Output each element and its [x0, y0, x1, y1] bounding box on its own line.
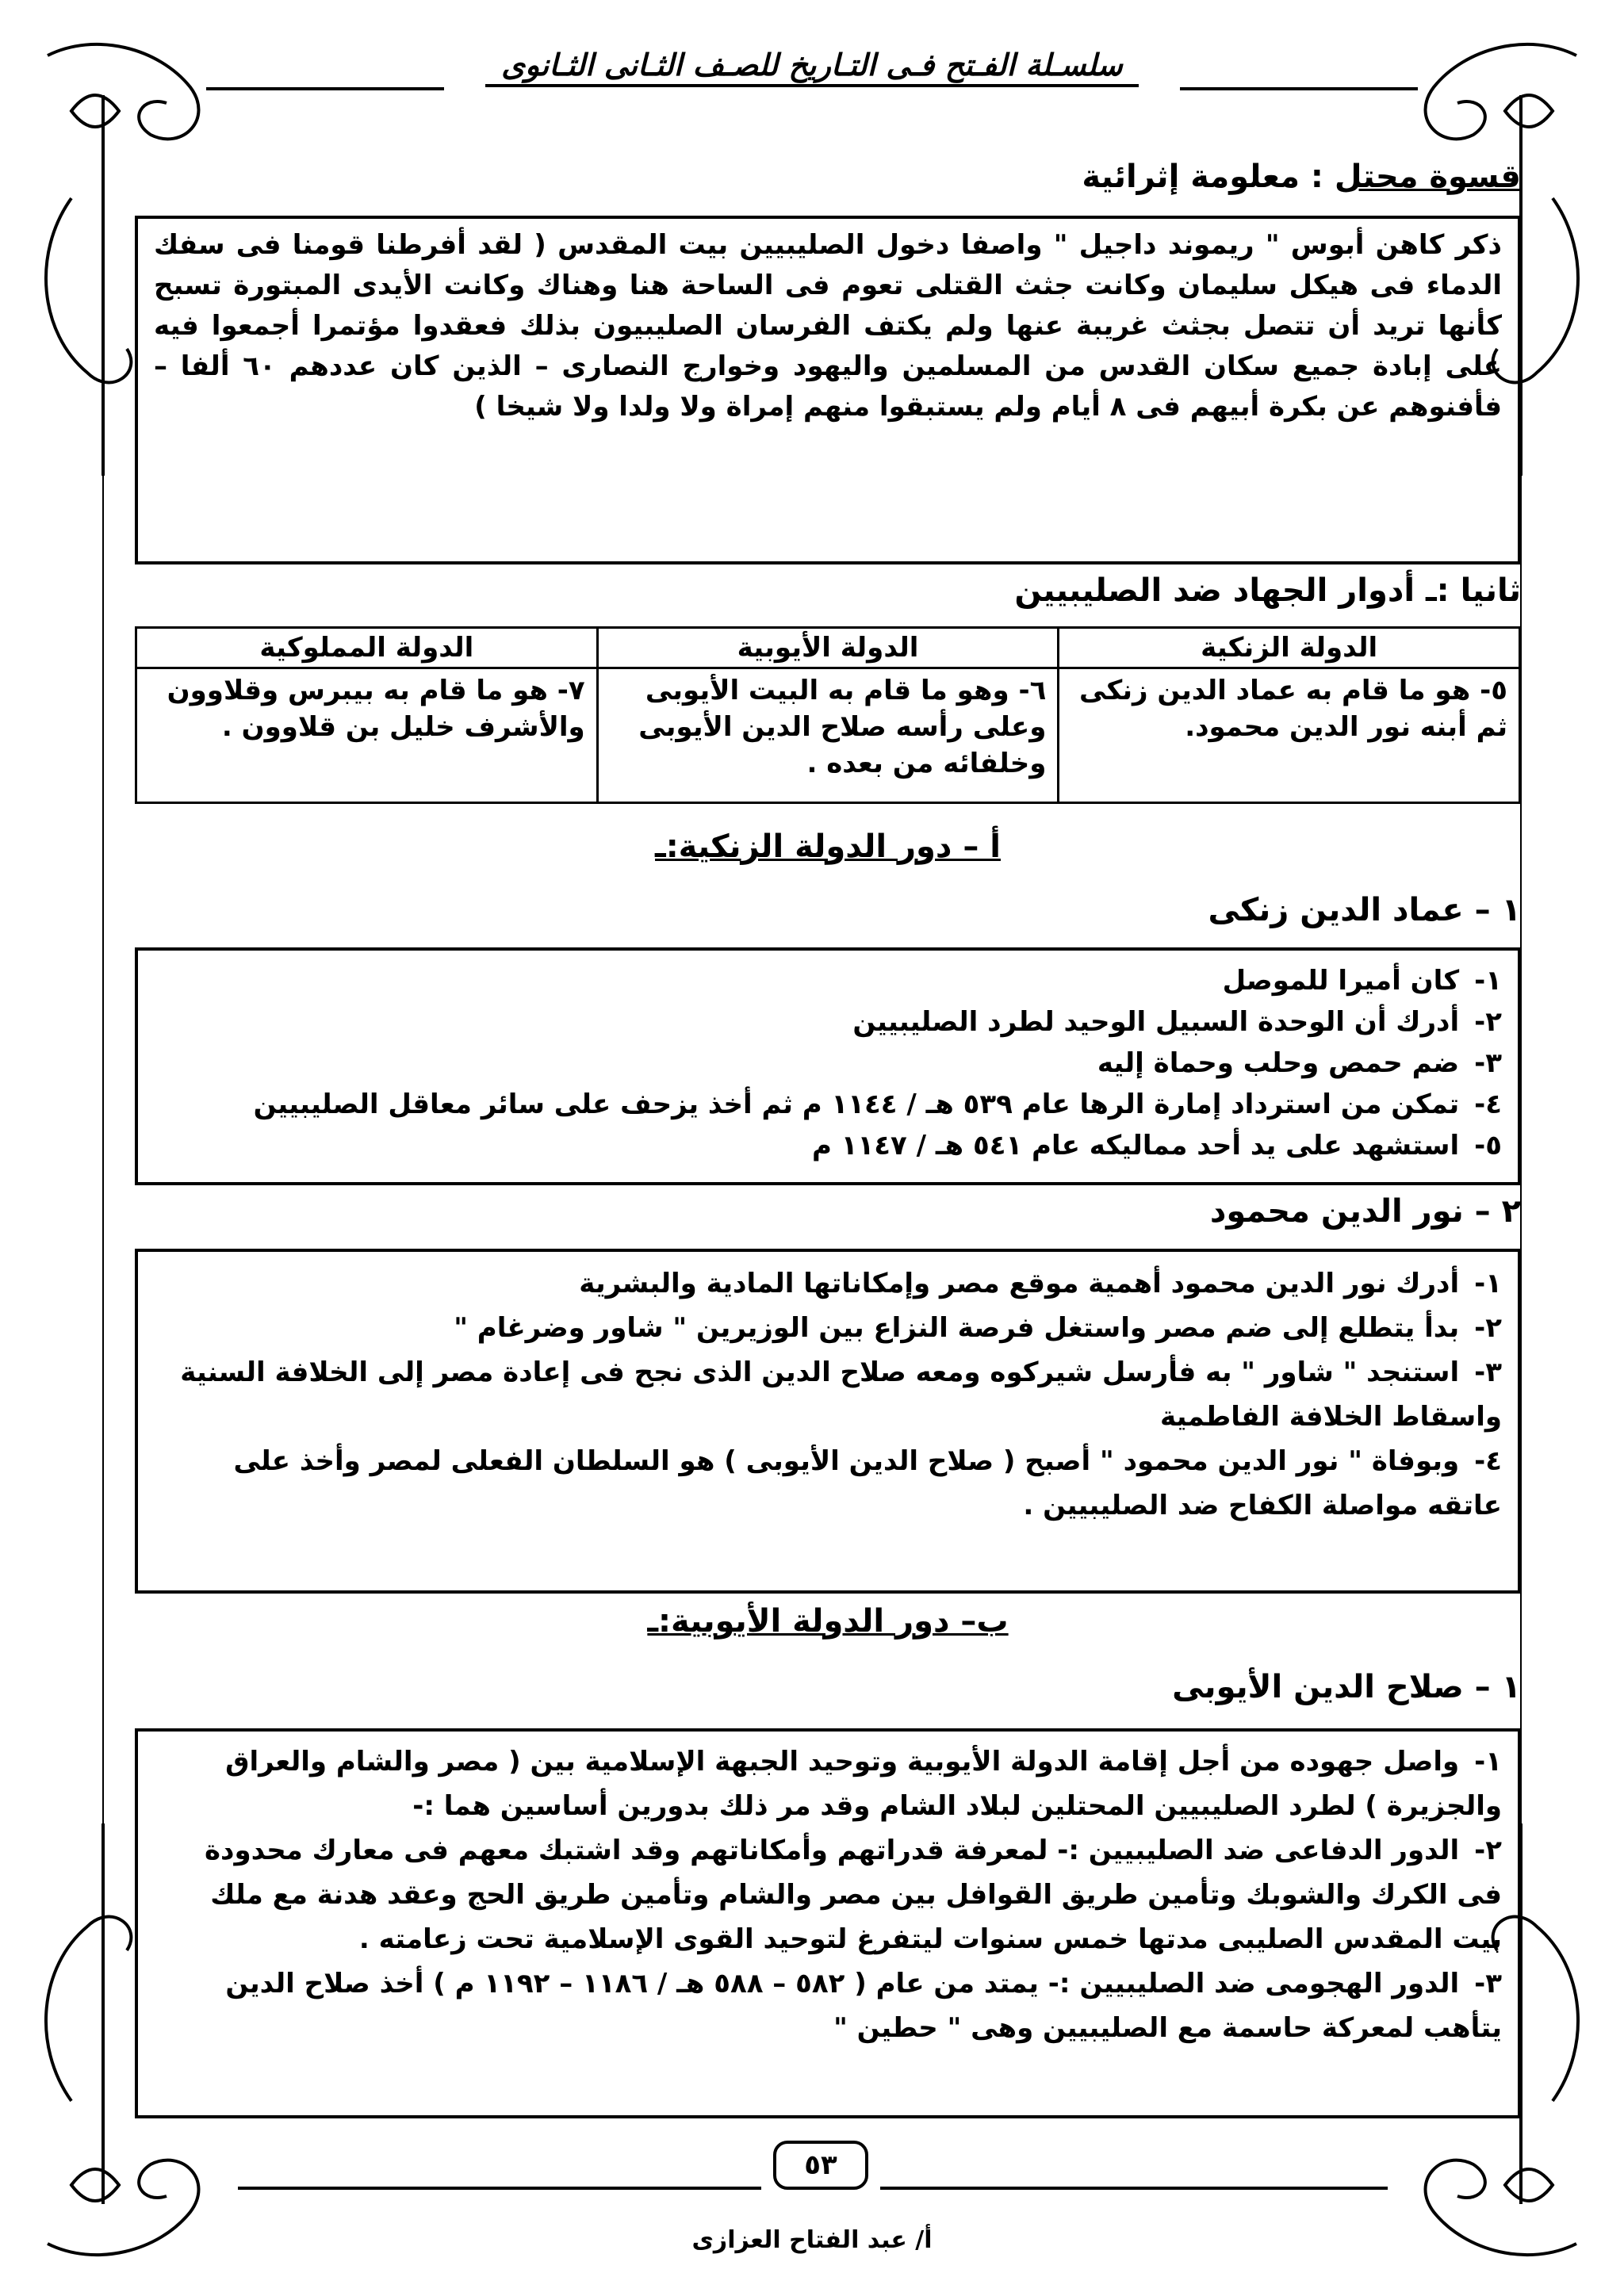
nur-heading: ٢ – نور الدين محمود	[1209, 1193, 1521, 1230]
states-table-wrap	[135, 626, 1521, 804]
intro-heading-label: قسوة محتل	[1334, 159, 1521, 195]
list-item: ٣- ضم حمص وحلب وحماة إليه	[1097, 1047, 1502, 1079]
list-item: ٤- تمكن من استرداد إمارة الرها عام ٥٣٩ هـ / ١١٤٤ م ثم أخذ يزحف على سائر معاقل الصليبيين	[253, 1089, 1502, 1120]
states-table	[135, 626, 1521, 804]
nur-box	[135, 1249, 1521, 1594]
list-item: ٢- الدور الدفاعى ضد الصليبيين :- لمعرفة قدراتهم وأمكاناتهم وقد اشتبك معهم فى معارك محدودة فى الكرك والشوبك وتأمين طريق القوافل بين مصر والشام وتأمين طريق الحج وعقد هدنة مع ملك بيت المقدس الصليبى مدتها خمس سنوات ليتفرغ لتوحيد القوى الإسلامية تحت زعامته .	[204, 1835, 1502, 1955]
imad-heading: ١ – عماد الدين زنكى	[1208, 892, 1521, 928]
list-item: ٣- الدور الهجومى ضد الصليبيين :- يمتد من عام ( ٥٨٢ – ٥٨٨ هـ / ١١٨٦ – ١١٩٢ م ) أخذ صلاح الدين يتأهب لمعركة حاسمة مع الصليبيين وهى " حطين "	[225, 1968, 1502, 2044]
nur-list	[154, 1261, 1502, 1528]
imad-box	[135, 947, 1521, 1185]
enrichment-text: ذكر كاهن أبوس " ريموند داجيل " واصفا دخول الصليبيين بيت المقدس ( لقد أفرطنا قومنا فى سفك الدماء فى هيكل سليمان وكانت جثث القتلى تعوم فى الساحة هنا وهناك وكانت الأيدى المبتورة تسبح كأنها تريد أن تتصل بجثث غريبة عنها ولم يكتف الفرسان الصليبيون بذلك فعقدوا مؤتمرا أجمعوا فيه على إبادة جميع سكان القدس من المسلمين واليهود وخوارج النصارى – الذين كان عددهم ٦٠ ألفا – فأفنوهم عن بكرة أبيهم فى ٨ أيام ولم يستبقوا منهم إمراة ولا ولدا ولا شيخا )	[154, 229, 1502, 423]
saladin-box	[135, 1728, 1521, 2118]
list-item: ٣- استنجد " شاور " به فأرسل شيركوه ومعه صلاح الدين الذى نجح فى إعادة مصر إلى الخلافة السنية واسقاط الخلافة الفاطمية	[180, 1357, 1502, 1433]
list-item: ٢- أدرك أن الوحدة السبيل الوحيد لطرد الصليبيين	[852, 1006, 1502, 1038]
table-header-zengid: الدولة الزنكية	[1059, 628, 1520, 668]
intro-heading-rest: معلومة إثرائية	[1082, 159, 1300, 195]
saladin-list	[154, 1739, 1502, 2050]
table-header-ayyubid: الدولة الأيوبية	[597, 628, 1059, 668]
page-number: ٥٣	[773, 2141, 868, 2190]
list-item: ١- أدرك نور الدين محمود أهمية موقع مصر وإمكاناتها المادية والبشرية	[579, 1268, 1502, 1299]
table-header-mamluk: الدولة المملوكية	[136, 628, 598, 668]
ayyubid-role-heading: ب– دور الدولة الأيوبية:ـ	[647, 1603, 1009, 1640]
list-item: ٢- بدأ يتطلع إلى ضم مصر واستغل فرصة النزاع بين الوزيرين " شاور وضرغام "	[454, 1312, 1502, 1344]
intro-heading: قسوة محتل : معلومة إثرائية	[1082, 159, 1521, 195]
jihad-roles-heading: ثانيا :ـ أدوار الجهاد ضد الصليبيين	[1014, 572, 1521, 609]
table-cell-ayyubid: ٦- وهو ما قام به البيت الأيوبى وعلى رأسه صلاح الدين الأيوبى وخلفائه من بعده .	[597, 668, 1059, 803]
series-title: سلسـلة الفـتح فـى التـاريخ للصـف الثـانى الثـانوى	[0, 48, 1624, 82]
imad-list	[154, 960, 1502, 1166]
list-item: ٥- استشهد على يد أحد مماليكه عام ٥٤١ هـ / ١١٤٧ م	[812, 1130, 1502, 1161]
list-item: ٤- وبوفاة " نور الدين محمود " أصبح ( صلاح الدين الأيوبى ) هو السلطان الفعلى لمصر وأخذ على عاتقه مواصلة الكفاح ضد الصليبيين .	[233, 1445, 1502, 1521]
saladin-heading: ١ – صلاح الدين الأيوبى	[1172, 1669, 1521, 1705]
list-item: ١- واصل جهوده من أجل إقامة الدولة الأيوبية وتوحيد الجبهة الإسلامية بين ( مصر والشام والعراق والجزيرة ) لطرد الصليبيين المحتلين لبلاد الشام وقد مر ذلك بدورين أساسين هما :-	[225, 1746, 1502, 1822]
table-cell-zengid: ٥- هو ما قام به عماد الدين زنكى ثم أبنه نور الدين محمود.	[1059, 668, 1520, 803]
zengid-role-heading: أ – دور الدولة الزنكية:ـ	[655, 828, 1001, 865]
author-name: أ/ عبد الفتاح العزازى	[691, 2226, 933, 2254]
list-item: ١- كان أميرا للموصل	[1222, 965, 1502, 997]
table-cell-mamluk: ٧- هو ما قام به بيبرس وقلاوون والأشرف خليل بن قلاوون .	[136, 668, 598, 803]
enrichment-box	[135, 216, 1521, 564]
